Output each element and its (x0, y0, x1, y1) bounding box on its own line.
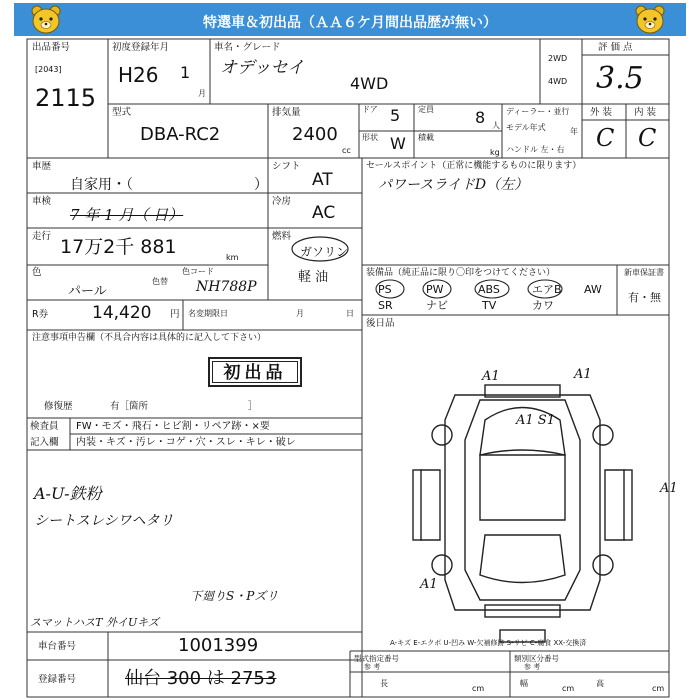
equipment-tv: TV (482, 299, 497, 312)
class-number-label: 類別区分番号 (514, 654, 559, 663)
transfer-label: 名変期限日 (188, 309, 228, 318)
frame-label: 車台番号 (38, 641, 77, 652)
color-code-value: NH788P (196, 279, 257, 295)
dim-length-unit: cm (472, 684, 485, 693)
mileage-value: 17万2千 881 (60, 236, 177, 258)
handle-label: ハンドル 左・右 (506, 145, 565, 154)
dim-height-unit: cm (652, 684, 665, 693)
history-label: 車歴 (32, 161, 52, 172)
month-unit: 月 (198, 89, 206, 98)
color-value: パール (68, 284, 107, 299)
car-name-label: 車名・グレード (214, 42, 281, 53)
damage-mark-right-side: A1 (660, 481, 678, 496)
capacity-value: 8 (475, 108, 486, 127)
equipment-ps: PS (378, 283, 392, 296)
aircon-value: AC (312, 203, 336, 223)
shape-label: 形状 (362, 133, 378, 142)
drive-option-2wd: 2WD (548, 54, 568, 63)
dealer-label: ディーラー・並行 (506, 107, 570, 116)
equipment-abs: ABS (478, 283, 500, 296)
repair-close: ］ (248, 401, 258, 412)
history-value: 自家用・（ (70, 177, 133, 193)
interior-grade: C (638, 124, 657, 152)
inspector-memo-2: シートスレシワヘタリ (34, 513, 174, 529)
displacement-value: 2400 (292, 124, 338, 145)
mileage-label: 走行 (32, 231, 52, 242)
load-label: 積載 (418, 133, 434, 142)
shape-value: W (390, 134, 406, 153)
equipment-circle-marks (370, 278, 600, 300)
first-listing-stamp (208, 357, 302, 387)
sales-points-note: パワースライドD（左） (378, 177, 529, 193)
class-number-sub: 参 考 (524, 663, 541, 671)
damage-mark-rear-left: A1 (420, 577, 438, 592)
damage-mark-front-left: A1 (482, 369, 500, 384)
lot-number: 2115 (35, 84, 97, 112)
recycle-value: 14,420 (92, 303, 152, 323)
doors-value: 5 (390, 106, 401, 125)
car-drive: 4WD (350, 74, 389, 93)
fuel-label: 燃料 (272, 231, 292, 242)
repair-value: 有［箇所 (110, 401, 149, 412)
transfer-month: 月 (296, 309, 304, 318)
registration-month: 1 (180, 63, 191, 82)
car-name: オデッセイ (220, 58, 305, 78)
interior-label: 内 装 (634, 107, 657, 118)
drive-option-4wd: 4WD (548, 77, 568, 86)
equipment-sr: SR (378, 299, 393, 312)
inspector-label-2: 記入欄 (30, 437, 59, 448)
page-title: 特選車＆初出品（ＡＡ６ケ月間出品歴が無い） (203, 15, 497, 31)
mileage-unit: km (226, 253, 239, 262)
sales-points-label: セールスポイント（正常に機能するものに限ります） (366, 161, 582, 171)
dim-height: 高 (596, 679, 604, 688)
equipment-aw: AW (584, 283, 602, 296)
recycle-label: R券 (32, 309, 49, 320)
plate-label: 登録番号 (38, 674, 77, 685)
equipment-label: 装備品（純正品に限り〇印をつけてください） (366, 268, 556, 278)
model-year-label: モデル年式 (506, 123, 546, 132)
damage-legend: A-キズ E-エクボ U-凹み W-欠補修跡 S-サビ C-腐食 XX-交換済 (390, 639, 587, 647)
inspector-memo-1: A-U-鉄粉 (34, 484, 102, 503)
recycle-unit: 円 (170, 309, 180, 320)
damage-mark-roof: A1 S1 (516, 413, 555, 428)
lot-label: 出品番号 (32, 42, 71, 53)
color-code-label: 色コード (182, 267, 214, 276)
inspector-label-1: 検査員 (30, 421, 59, 432)
form-number-sub: 参 考 (364, 663, 381, 671)
model-year-unit: 年 (570, 127, 578, 136)
notes-label: 注意事項申告欄（不具合内容は具体的に記入して下さい） (32, 333, 267, 343)
lot-code: [2043] (35, 65, 62, 74)
registration-label: 初度登録年月 (112, 42, 170, 53)
load-unit: kg (490, 148, 500, 157)
history-close: ） (254, 177, 268, 193)
color-label: 色 (32, 267, 42, 278)
inspector-memo-4: スマットハスT 外イUキズ (30, 616, 160, 629)
transfer-day: 日 (346, 309, 354, 318)
inspection-value: 7 年 1 月（ 日） (70, 206, 184, 224)
retrofit-label: 後日品 (366, 318, 395, 329)
repair-label: 修復歴 (44, 401, 73, 412)
evaluation-label: 評 価 点 (598, 42, 633, 53)
shift-label: シフト (272, 161, 301, 172)
dim-length: 長 (380, 679, 388, 688)
dim-width-unit: cm (562, 684, 575, 693)
shift-value: AT (312, 170, 333, 190)
inspector-row-1: FW・モズ・飛石・ヒビ割・リペア跡・×要 (76, 421, 270, 432)
stamp-text: 初出品 (212, 361, 298, 383)
warranty-value: 有・無 (628, 291, 661, 304)
fuel-circle-mark (290, 234, 350, 264)
displacement-unit: cc (342, 146, 351, 155)
inspector-memo-3: 下廻りS・Pズリ (190, 589, 279, 603)
inspection-label: 車検 (32, 196, 52, 207)
equipment-leather: カワ (532, 299, 554, 312)
exterior-label: 外 装 (590, 107, 613, 118)
frame-value: 1001399 (178, 635, 259, 656)
fuel-gasoline: ガソリン (300, 245, 349, 259)
capacity-unit: 人 (492, 121, 500, 130)
exterior-grade: C (596, 124, 615, 152)
doors-label: ドア (362, 105, 378, 114)
aircon-label: 冷房 (272, 196, 292, 207)
form-number-label: 型式指定番号 (354, 654, 399, 663)
capacity-label: 定員 (418, 105, 434, 114)
equipment-pw: PW (426, 283, 444, 296)
registration-year: H26 (118, 63, 159, 87)
equipment-navi: ナビ (426, 299, 448, 312)
plate-value: 仙台 300 は 2753 (125, 668, 277, 689)
color-change-label: 色替 (152, 277, 168, 286)
model-label: 型式 (112, 107, 132, 118)
fuel-diesel: 軽 油 (298, 270, 329, 285)
inspector-row-2: 内装・キズ・汚レ・コゲ・穴・スレ・キレ・破レ (76, 437, 296, 448)
dim-width: 幅 (520, 679, 528, 688)
warranty-label: 新車保証書 (624, 268, 664, 277)
model-value: DBA-RC2 (140, 124, 221, 145)
damage-mark-front-right: A1 (574, 367, 592, 382)
displacement-label: 排気量 (272, 107, 301, 118)
equipment-airbag: エアB (532, 283, 562, 296)
evaluation-score: 3.5 (596, 61, 644, 96)
